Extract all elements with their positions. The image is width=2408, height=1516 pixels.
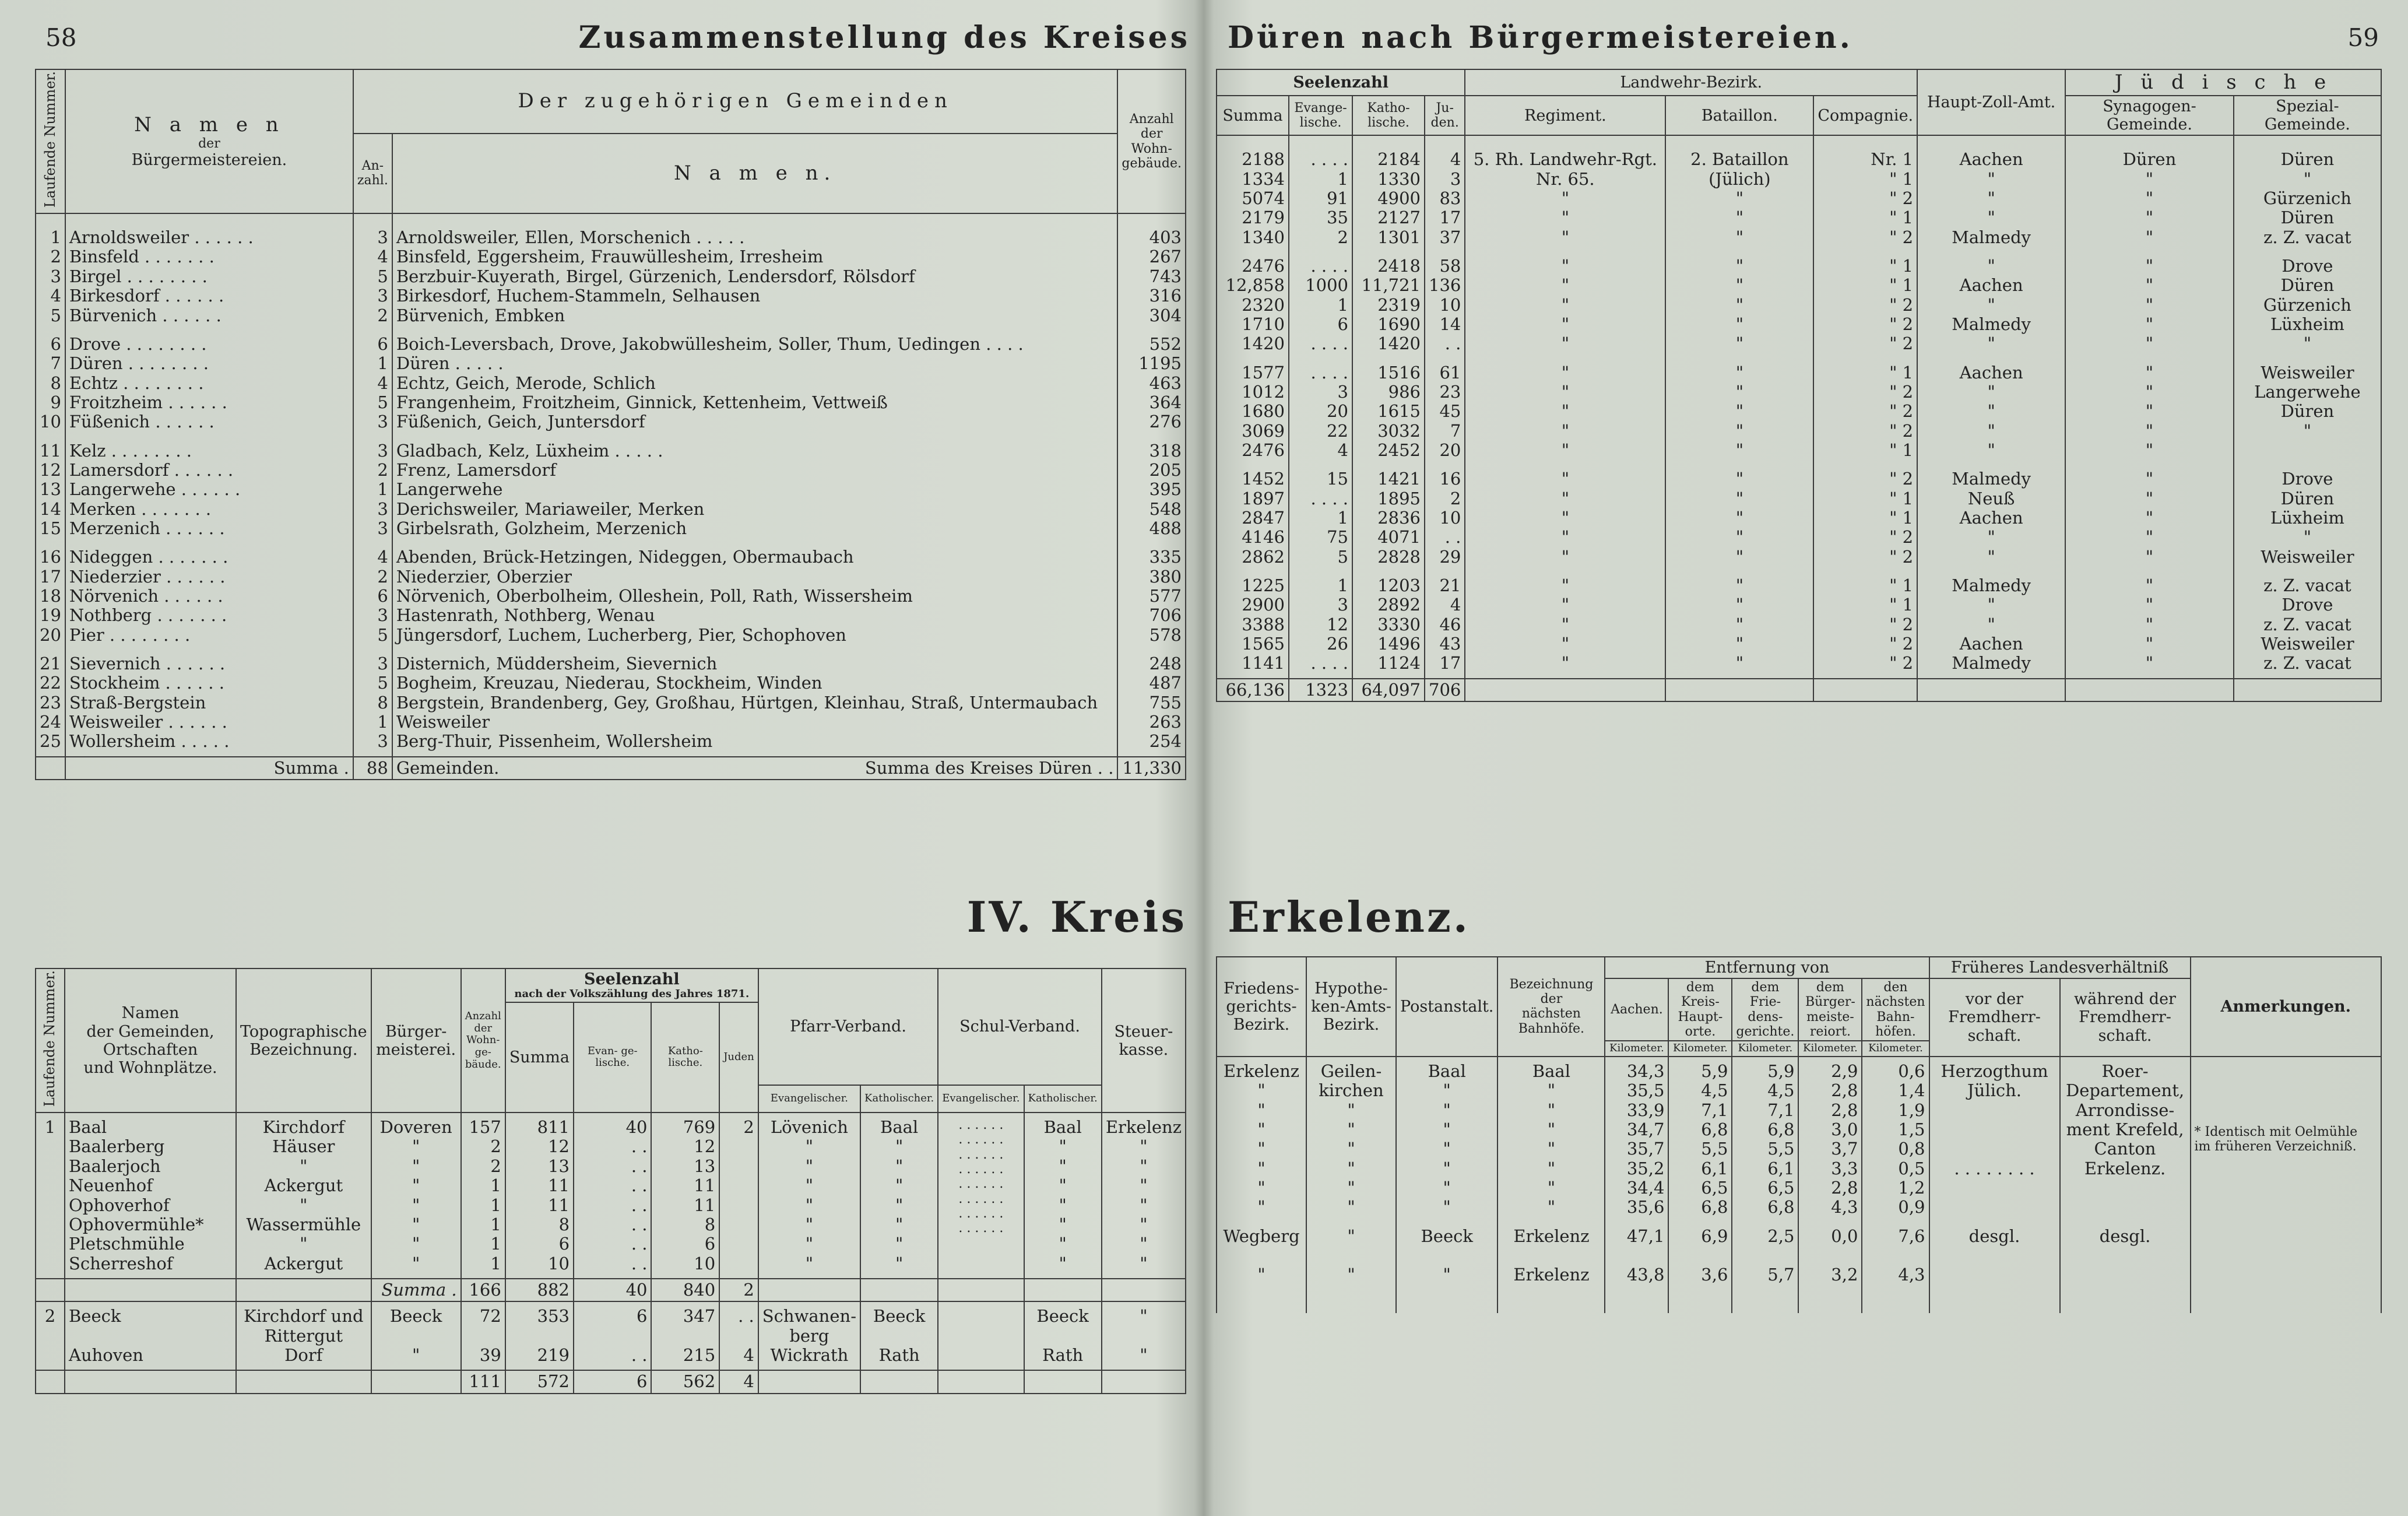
col-pfarr: Pfarr-Verband. (758, 968, 938, 1085)
unit-km: Kilometer. (1668, 1041, 1732, 1057)
duren-table-left (35, 69, 1186, 780)
col-vor-fremdherrschaft: vor der Fremdherr- schaft. (1929, 978, 2060, 1057)
table-row-group: 21 22 23 24 25 Sievernich . . . . . . Stockheim . . . . . . Straß-Bergstein Weisweiler . . . . . . Wollersheim . . . . . 3 5 8 1 3 Disternich, Müddersheim, Sievernich Bogheim, Kreuzau, Niederau, Stockheim, Winden Bergstein, Brandenberg, Gey, Großhau, Hürtgen, Kleinhau, Straß, Untermaubach Weisweiler Berg-Thuir, Pissenheim, Wollersheim 248 487 755 263 254 (36, 650, 1186, 757)
summa-ev-total: 1323 (1289, 679, 1352, 701)
summa-whg-2: 111 (461, 1370, 505, 1393)
table-row-group: 1577 1012 1680 3069 2476 . . . . 3 20 22 4 1516 986 1615 3032 2452 61 23 45 7 20 " " " " " " " " " " " 1 " 2 " 2 " 2 " 1 Aachen " " " " " " " " " Weisweiler Langerwehe Düren " (1217, 359, 2381, 465)
col-wohngebaeude: Anzahl der Wohn- gebäude. (1117, 69, 1186, 213)
col-spezial: Spezial-Gemeinde. (2234, 96, 2381, 135)
table-row-group: 11 12 13 14 15 Kelz . . . . . . . . Lamersdorf . . . . . . Langerwehe . . . . . . Merken . . . . . . . Merzenich . . . . . . 3 2 1 3 3 Gladbach, Kelz, Lüxheim . . . . . Frenz, Lamersdorf Langerwehe Derichsweiler, Mariaweiler, Merken Girbelsrath, Golzheim, Merzenich 318 205 395 548 488 (36, 437, 1186, 543)
summa-gemeinden: Gemeinden. Summa des Kreises Düren . . (392, 757, 1118, 780)
col-waehrend-fremdherrschaft: während der Fremdherr- schaft. (2060, 978, 2191, 1057)
table-row-group: 1225 2900 3388 1565 1141 1 3 12 26 . . . . 1203 2892 3330 1496 1124 21 4 46 43 17 " " " " " " " " " " " 1 " 1 " 2 " 2 " 2 Malmedy " " Aachen Malmedy " " " " " z. Z. vacat Drove z. Z. vacat Weisweiler z. Z. vacat (1217, 571, 2381, 679)
col-landwehr: Landwehr-Bezirk. (1465, 69, 1917, 96)
col-laufende-nummer-2: Laufende Nummer. (36, 968, 65, 1113)
summa-ev-1: 40 (574, 1279, 651, 1301)
table-row-group: 16 17 18 19 20 Nideggen . . . . . . . Niederzier . . . . . . Nörvenich . . . . . . Nothberg . . . . . . . Pier . . . . . . . . 4 2 6 3 5 Abenden, Brück-Hetzingen, Nideggen, Obermaubach Niederzier, Oberzier Nörvenich, Oberbolheim, Olleshein, Poll, Rath, Wissersheim Hastenrath, Nothberg, Wenau Jüngersdorf, Luchem, Lucherberg, Pier, Schophoven 335 380 577 706 578 (36, 543, 1186, 650)
table-row-group: Wegberg " " " Beeck " Erkelenz Erkelenz 47,1 43,8 6,9 3,6 2,5 5,7 0,0 3,2 7,6 4,3 desgl. desgl. (1217, 1222, 2381, 1290)
table-row-group: 1 2 3 4 5 Arnoldsweiler . . . . . . Binsfeld . . . . . . . Birgel . . . . . . . . Birkesdorf . . . . . . Bürvenich . . . . . . 3 4 5 3 2 Arnoldsweiler, Ellen, Morschenich . . . . . Binsfeld, Eggersheim, Frauwüllesheim, Irresheim Berzbuir-Kuyerath, Birgel, Gürzenich, Lendersdorf, Rölsdorf Birkesdorf, Huchem-Stammeln, Selhausen Bürvenich, Embken 403 267 743 316 304 (36, 223, 1186, 330)
col-summa: Summa (505, 1002, 574, 1113)
page-number-right: 59 (2347, 23, 2379, 52)
table-row-spacer (1217, 1290, 2381, 1313)
col-juedische: J ü d i s c h e (2065, 69, 2381, 96)
summa-anzahl: 88 (353, 757, 392, 780)
summary-row (36, 1279, 1186, 1301)
col-wohngebaeude-2: Anzahl der Wohn- ge- bäude. (461, 968, 505, 1113)
summa-seelen-total: 66,136 (1217, 679, 1289, 701)
kreis-heading-left: IV. Kreis (966, 892, 1187, 942)
table-row-group (36, 213, 1186, 223)
table-row-group (1217, 135, 2381, 145)
summa-label: Summa . (65, 757, 353, 780)
col-topographische: Topographische Bezeichnung. (236, 968, 371, 1113)
col-juden: Juden (719, 1002, 758, 1113)
table-row-group: 6 7 8 9 10 Drove . . . . . . . . Düren . . . . . . . . Echtz . . . . . . . . Froitzheim . . . . . . Füßenich . . . . . . 6 1 4 5 3 Boich-Leversbach, Drove, Jakobwüllesheim, Soller, Thum, Uedingen . . . . Düren . . . . . Echtz, Geich, Merode, Schlich Frangenheim, Froitzheim, Ginnick, Kettenheim, Vettweiß Füßenich, Geich, Juntersdorf 552 1195 463 364 276 (36, 330, 1186, 437)
summary-row (36, 1370, 1186, 1393)
col-summa-r: Summa (1217, 96, 1289, 135)
col-gemeinde-namen: N a m e n. (392, 134, 1118, 214)
summa-jud-2: 4 (719, 1370, 758, 1393)
col-bahnhoefe: Bezeichnung der nächsten Bahnhöfe. (1497, 957, 1605, 1057)
col-aachen: Aachen. (1605, 978, 1668, 1041)
erkelenz-table-right (1216, 956, 2382, 1313)
col-gemeinden-group: Der zugehörigen Gemeinden (353, 69, 1118, 134)
summa-seelen-1: 882 (505, 1279, 574, 1301)
summa-kath-2: 562 (651, 1370, 719, 1393)
col-friedensgericht: Friedens- gerichts- Bezirk. (1217, 957, 1306, 1057)
col-gemeinden-names: Namen der Gemeinden, Ortschaften und Wohnplätze. (65, 968, 236, 1113)
col-evangelische: Evan- ge- lische. (574, 1002, 651, 1113)
col-bataillon: Bataillon. (1665, 96, 1813, 135)
unit-km: Kilometer. (1798, 1041, 1862, 1057)
col-schul-kath: Katholischer. (1024, 1085, 1102, 1113)
col-buergermeisterei: Bürger- meisterei. (371, 968, 461, 1113)
table-row-group: 2 Beeck Auhoven Kirchdorf und Rittergut Dorf Beeck " 72 39 353 219 6 . . 347 215 . . 4 Schwanen- berg Wickrath Beeck Rath Beeck Rath " " (36, 1301, 1186, 1370)
duren-table-right (1216, 69, 2382, 702)
col-seelenzahl-right: Seelenzahl (1217, 69, 1465, 96)
table-row-group: Erkelenz " " " " " " " Geilen- kirchen " " " " " " Baal " " " " " " " Baal " " " " " " " 34,3 35,5 33,9 34,7 35,7 35,2 34,4 35,6 5,9 4,5 7,1 6,8 5,5 6,1 6,5 6,8 5,9 4,5 7,1 6,8 5,5 6,1 6,5 6,8 2,9 2,8 2,8 3,0 3,7 3,3 2,8 4,3 0,6 1,4 1,9 1,5 0,8 0,5 1,2 0,9 Herzogthum Jülich. . . . . . . . . Roer- Departement, Arrondisse- ment Krefeld, Canton Erkelenz. * Identisch mit Oelmühle im früheren Verzeichniß. (1217, 1057, 2381, 1222)
right-page (1204, 0, 2408, 1516)
kreis-heading-right: Erkelenz. (1228, 892, 1470, 942)
table-row-group: 2188 1334 5074 2179 1340 . . . . 1 91 35 2 2184 1330 4900 2127 1301 4 3 83 17 37 5. Rh. Landwehr-Rgt. Nr. 65. " " " 2. Bataillon (Jülich) " " " Nr. 1 " 1 " 2 " 1 " 2 Aachen " " " Malmedy Düren " " " " Düren " Gürzenich Düren z. Z. vacat (1217, 145, 2381, 252)
col-ev-r: Evange- lische. (1289, 96, 1352, 135)
col-pfarr-kath: Katholischer. (860, 1085, 938, 1113)
col-hauptzollamt: Haupt-Zoll-Amt. (1917, 69, 2065, 135)
summa-kath-total: 64,097 (1352, 679, 1425, 701)
summa-whg-1: 166 (461, 1279, 505, 1301)
col-synagogen: Synagogen-Gemeinde. (2065, 96, 2234, 135)
col-kreishauptort: dem Kreis- Haupt- orte. (1668, 978, 1732, 1041)
col-steuerkasse: Steuer- kasse. (1102, 968, 1186, 1113)
col-buergermeistereiort: dem Bürger- meiste- reiort. (1798, 978, 1862, 1041)
summa-jud-total: 706 (1425, 679, 1465, 701)
col-schul: Schul-Verband. (938, 968, 1102, 1085)
summa-ev-2: 6 (574, 1370, 651, 1393)
summa-seelen-2: 572 (505, 1370, 574, 1393)
unit-km: Kilometer. (1862, 1041, 1929, 1057)
col-laufende-nummer: Laufende Nummer. (36, 69, 65, 213)
col-frueheres: Früheres Landesverhältniß (1929, 957, 2191, 978)
col-kath-r: Katho- lische. (1352, 96, 1425, 135)
col-regiment: Regiment. (1465, 96, 1665, 135)
col-hypothekenamt: Hypothe- ken-Amts- Bezirk. (1306, 957, 1396, 1057)
summa-label-2: Summa . (371, 1279, 461, 1301)
col-anmerkungen: Anmerkungen. (2191, 957, 2381, 1057)
col-entfernung: Entfernung von (1605, 957, 1929, 978)
unit-km: Kilometer. (1732, 1041, 1798, 1057)
summa-kreis-label: Summa des Kreises Düren . . (864, 757, 1114, 778)
summa-kath-1: 840 (651, 1279, 719, 1301)
table-row-group: 1452 1897 2847 4146 2862 15 . . . . 1 75 5 1421 1895 2836 4071 2828 16 2 10 . . 29 " " " " " " " " " " " 2 " 1 " 1 " 2 " 2 Malmedy Neuß Aachen " " " " " " " Drove Düren Lüxheim " Weisweiler (1217, 465, 2381, 571)
unit-km: Kilometer. (1605, 1041, 1668, 1057)
summa-wohngebaeude: 11,330 (1117, 757, 1186, 780)
col-katholische: Katho- lische. (651, 1002, 719, 1113)
summa-jud-1: 2 (719, 1279, 758, 1301)
page-number-left: 58 (45, 23, 77, 52)
table-row-group: 1 Baal Baalerberg Baalerjoch Neuenhof Ophoverhof Ophovermühle* Pletschmühle Scherreshof Kirchdorf Häuser " Ackergut " Wassermühle " Ackergut Doveren " " " " " " " 157 2 2 1 1 1 1 1 811 12 13 11 11 8 6 10 40 . . . . . . . . . . . . . . 769 12 13 11 11 8 6 10 2 Lövenich " " " " " " " Baal " " " " " " " . . . . . . . . . . . . . . . . . . . . . . . . . . . . . . . . . . . . . . . . . . . . . . . . Baal " " " " " " " Erkelenz " " " " " " " (36, 1113, 1186, 1279)
summary-row (36, 757, 1186, 780)
col-compagnie: Compagnie. (1813, 96, 1917, 135)
col-naechste-bahnhoefe: den nächsten Bahn- höfen. (1862, 978, 1929, 1041)
summary-row (1217, 679, 2381, 701)
col-jud-r: Ju- den. (1425, 96, 1465, 135)
erkelenz-table-left (35, 968, 1186, 1394)
table-row-group: 2476 12,858 2320 1710 1420 . . . . 1000 1 6 . . . . 2418 11,721 2319 1690 1420 58 136 10 14 . . " " " " " " " " " " " 1 " 1 " 2 " 2 " 2 " Aachen " Malmedy " " " " " " Drove Düren Gürzenich Lüxheim " (1217, 252, 2381, 359)
col-buergermeistereien: N a m e n der Bürgermeistereien. (65, 69, 353, 213)
running-head-right: Düren nach Bürgermeistereien. (1228, 20, 1853, 55)
col-postanstalt: Postanstalt. (1396, 957, 1497, 1057)
col-anzahl: An- zahl. (353, 134, 392, 214)
col-friedensgerichte: dem Frie- dens- gerichte. (1732, 978, 1798, 1041)
col-schul-ev: Evangelischer. (938, 1085, 1024, 1113)
col-seelenzahl: Seelenzahl nach der Volkszählung des Jahres 1871. (505, 968, 758, 1002)
running-head-left: Zusammenstellung des Kreises (578, 20, 1190, 55)
col-pfarr-ev: Evangelischer. (758, 1085, 860, 1113)
